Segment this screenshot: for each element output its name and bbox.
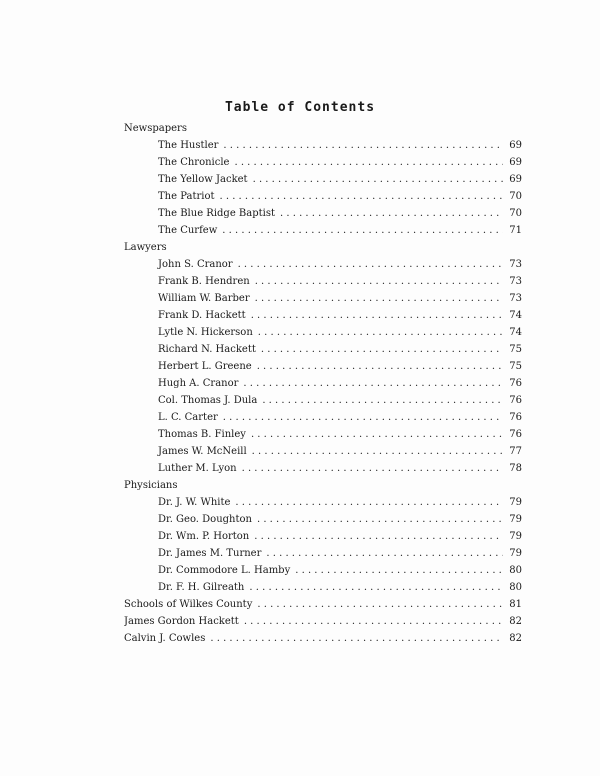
toc-entry bbox=[124, 460, 522, 477]
toc-entry-label: James W. McNeill bbox=[158, 446, 247, 457]
toc-page-number: 70 bbox=[509, 191, 522, 202]
toc-entry bbox=[124, 154, 522, 171]
dot-leader bbox=[258, 324, 503, 341]
toc-entry bbox=[124, 596, 522, 613]
toc-page-number: 76 bbox=[509, 395, 522, 406]
toc-entry bbox=[124, 545, 522, 562]
toc-entry-label: Col. Thomas J. Dula bbox=[158, 395, 258, 406]
toc-page-number: 76 bbox=[509, 378, 522, 389]
toc-entry bbox=[124, 494, 522, 511]
toc-page-number: 73 bbox=[509, 259, 522, 270]
dot-leader bbox=[255, 273, 503, 290]
toc-entry-label: Frank D. Hackett bbox=[158, 310, 246, 321]
toc-entry-label: Dr. Wm. P. Horton bbox=[158, 531, 250, 542]
toc-entry bbox=[124, 528, 522, 545]
toc-entry bbox=[124, 324, 522, 341]
dot-leader bbox=[257, 596, 503, 613]
toc-entry-label: Newspapers bbox=[124, 123, 187, 134]
toc-section-heading bbox=[124, 239, 522, 256]
toc-entry bbox=[124, 256, 522, 273]
toc-entry bbox=[124, 375, 522, 392]
toc-page-number: 82 bbox=[509, 633, 522, 644]
toc-entry bbox=[124, 358, 522, 375]
toc-entry bbox=[124, 307, 522, 324]
dot-leader bbox=[252, 443, 503, 460]
dot-leader bbox=[295, 562, 503, 579]
toc-entry-label: Dr. F. H. Gilreath bbox=[158, 582, 245, 593]
toc-page-number: 81 bbox=[509, 599, 522, 610]
toc-entry-label: Thomas B. Finley bbox=[158, 429, 246, 440]
toc-page-number: 75 bbox=[509, 344, 522, 355]
dot-leader bbox=[223, 137, 503, 154]
toc-entry bbox=[124, 630, 522, 647]
toc-entry-label: Lawyers bbox=[124, 242, 167, 253]
toc-entry-label: Calvin J. Cowles bbox=[124, 633, 206, 644]
toc-page-number: 77 bbox=[509, 446, 522, 457]
toc-entry-label: Dr. James M. Turner bbox=[158, 548, 262, 559]
dot-leader bbox=[219, 188, 503, 205]
toc-entry bbox=[124, 613, 522, 630]
toc-entry-label: The Patriot bbox=[158, 191, 215, 202]
toc-entry-label: Herbert L. Greene bbox=[158, 361, 252, 372]
toc-entry-label: Schools of Wilkes County bbox=[124, 599, 253, 610]
toc-entry bbox=[124, 222, 522, 239]
toc-entry-label: Dr. Commodore L. Hamby bbox=[158, 565, 291, 576]
toc-page-number: 80 bbox=[509, 582, 522, 593]
table-of-contents bbox=[124, 120, 522, 647]
toc-page-number: 82 bbox=[509, 616, 522, 627]
toc-page-number: 69 bbox=[509, 140, 522, 151]
dot-leader bbox=[243, 375, 503, 392]
dot-leader bbox=[254, 528, 503, 545]
toc-page-number: 73 bbox=[509, 293, 522, 304]
dot-leader bbox=[223, 409, 503, 426]
toc-page-number: 71 bbox=[509, 225, 522, 236]
toc-entry-label: Dr. Geo. Doughton bbox=[158, 514, 252, 525]
toc-entry-label: The Yellow Jacket bbox=[158, 174, 248, 185]
dot-leader bbox=[261, 341, 503, 358]
toc-page-number: 79 bbox=[509, 514, 522, 525]
toc-entry bbox=[124, 341, 522, 358]
dot-leader bbox=[210, 630, 503, 647]
toc-entry bbox=[124, 273, 522, 290]
toc-entry-label: The Curfew bbox=[158, 225, 218, 236]
toc-entry-label: Frank B. Hendren bbox=[158, 276, 250, 287]
toc-page-number: 70 bbox=[509, 208, 522, 219]
toc-page-number: 80 bbox=[509, 565, 522, 576]
toc-entry-label: William W. Barber bbox=[158, 293, 250, 304]
dot-leader bbox=[251, 307, 503, 324]
dot-leader bbox=[235, 494, 503, 511]
dot-leader bbox=[244, 613, 503, 630]
dot-leader bbox=[266, 545, 503, 562]
dot-leader bbox=[222, 222, 503, 239]
toc-entry bbox=[124, 409, 522, 426]
toc-entry-label: Physicians bbox=[124, 480, 178, 491]
toc-entry bbox=[124, 137, 522, 154]
toc-entry bbox=[124, 290, 522, 307]
toc-section-heading bbox=[124, 477, 522, 494]
toc-entry-label: James Gordon Hackett bbox=[124, 616, 239, 627]
dot-leader bbox=[253, 171, 503, 188]
toc-page-number: 79 bbox=[509, 548, 522, 559]
toc-page-number: 79 bbox=[509, 497, 522, 508]
toc-page-number: 79 bbox=[509, 531, 522, 542]
dot-leader bbox=[249, 579, 503, 596]
dot-leader bbox=[242, 460, 503, 477]
toc-page-number: 69 bbox=[509, 174, 522, 185]
dot-leader bbox=[262, 392, 503, 409]
toc-section-heading bbox=[124, 120, 522, 137]
toc-entry bbox=[124, 562, 522, 579]
toc-entry bbox=[124, 511, 522, 528]
toc-page-number: 74 bbox=[509, 327, 522, 338]
toc-page-number: 76 bbox=[509, 429, 522, 440]
toc-page-number: 76 bbox=[509, 412, 522, 423]
dot-leader bbox=[251, 426, 503, 443]
toc-page-number: 78 bbox=[509, 463, 522, 474]
toc-entry bbox=[124, 188, 522, 205]
toc-entry-label: Richard N. Hackett bbox=[158, 344, 256, 355]
toc-entry bbox=[124, 579, 522, 596]
dot-leader bbox=[234, 154, 503, 171]
page-title: Table of Contents bbox=[224, 100, 376, 115]
toc-entry-label: John S. Cranor bbox=[158, 259, 233, 270]
toc-entry-label: Luther M. Lyon bbox=[158, 463, 237, 474]
toc-entry-label: L. C. Carter bbox=[158, 412, 218, 423]
dot-leader bbox=[280, 205, 503, 222]
toc-page-number: 73 bbox=[509, 276, 522, 287]
toc-page-number: 69 bbox=[509, 157, 522, 168]
toc-entry bbox=[124, 392, 522, 409]
toc-entry-label: Dr. J. W. White bbox=[158, 497, 231, 508]
toc-entry bbox=[124, 205, 522, 222]
toc-page-number: 75 bbox=[509, 361, 522, 372]
dot-leader bbox=[257, 511, 503, 528]
toc-entry-label: Lytle N. Hickerson bbox=[158, 327, 253, 338]
toc-entry-label: The Blue Ridge Baptist bbox=[158, 208, 275, 219]
toc-entry bbox=[124, 426, 522, 443]
toc-entry bbox=[124, 171, 522, 188]
toc-entry-label: The Hustler bbox=[158, 140, 219, 151]
dot-leader bbox=[257, 358, 503, 375]
toc-entry-label: The Chronicle bbox=[158, 157, 230, 168]
toc-entry bbox=[124, 443, 522, 460]
dot-leader bbox=[255, 290, 503, 307]
dot-leader bbox=[238, 256, 503, 273]
toc-page-number: 74 bbox=[509, 310, 522, 321]
toc-entry-label: Hugh A. Cranor bbox=[158, 378, 239, 389]
